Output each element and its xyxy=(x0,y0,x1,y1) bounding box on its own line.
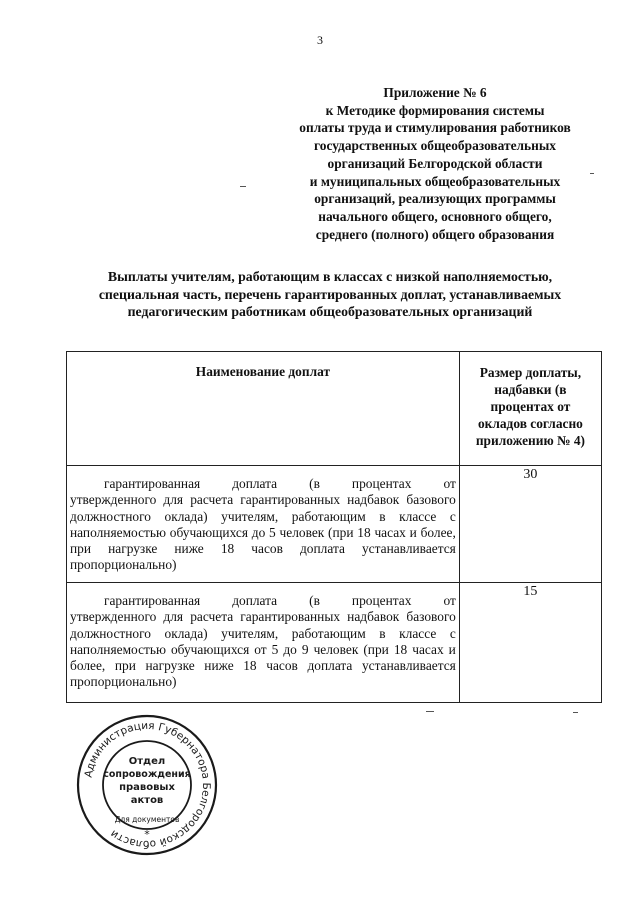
header-supplement-name: Наименование доплат xyxy=(67,352,460,466)
official-stamp xyxy=(76,714,218,856)
appendix-line: государственных общеобразовательных xyxy=(314,138,556,154)
appendix-line: и муниципальных общеобразовательных xyxy=(309,173,561,189)
stamp-inner-line: сопровождения xyxy=(103,769,191,780)
supplement-description xyxy=(67,583,460,703)
heading-line: Выплаты учителям, работающим в классах с низкой наполняемостью, xyxy=(107,269,553,284)
appendix-line: Приложение № 6 xyxy=(383,85,487,100)
header-size-line: процентах от xyxy=(490,399,571,414)
supplement-description xyxy=(67,466,460,583)
description-first-line: гарантированная доплата (в процентах от xyxy=(104,593,456,608)
appendix-line: к Методике формирования системы xyxy=(325,102,545,118)
header-size-line: Размер доплаты, xyxy=(479,365,582,380)
document-heading xyxy=(30,268,630,321)
supplement-value: 30 xyxy=(459,466,601,583)
description-text: утвержденного для расчета гарантированных надбавок базового должностного оклада) учителям, работающим в классе с наполняемостью обучающихся до 5 человек (при 18 часах и более, при нагрузке ниже 18 часов доплата устанавливается пропорционально) xyxy=(70,492,456,573)
appendix-line: организаций Белгородской области xyxy=(327,155,543,171)
appendix-line: оплаты труда и стимулирования работников xyxy=(299,120,571,136)
appendix-header xyxy=(265,84,605,243)
appendix-line: организаций, реализующих программы xyxy=(314,191,556,207)
table-row xyxy=(67,466,602,583)
scan-mark xyxy=(426,711,434,712)
heading-line: специальная часть, перечень гарантированных доплат, устанавливаемых xyxy=(98,286,562,302)
header-size-line: приложению № 4) xyxy=(475,433,586,448)
scan-mark xyxy=(590,173,594,174)
table-header-row xyxy=(67,352,602,466)
stamp-star: * xyxy=(144,828,150,841)
appendix-line: начального общего, основного общего, xyxy=(318,208,552,224)
supplements-table xyxy=(66,351,602,703)
appendix-line: среднего (полного) общего образования xyxy=(315,226,555,242)
description-first-line: гарантированная доплата (в процентах от xyxy=(104,476,456,491)
header-supplement-size xyxy=(459,352,601,466)
stamp-outer-text: Администрация Губернатора Белгородской области xyxy=(82,719,213,851)
description-text: утвержденного для расчета гарантированных надбавок базового должностного оклада) учителям, работающим в классе с наполняемостью обучающихся от 5 до 9 человек (при 18 часах и более, при нагрузке ниже 18 часов доплата устанавливается пропорционально) xyxy=(70,609,456,690)
stamp-inner-line: Отдел xyxy=(128,756,166,767)
scan-mark xyxy=(240,186,246,187)
stamp-inner-line: правовых xyxy=(119,782,175,793)
heading-line: педагогическим работникам общеобразовательных организаций xyxy=(127,304,533,319)
table-row xyxy=(67,583,602,703)
stamp-bottom-text: Для документов xyxy=(114,815,180,824)
header-size-line: окладов согласно xyxy=(477,416,583,431)
scan-mark xyxy=(573,712,578,713)
header-size-line: надбавки (в xyxy=(494,382,567,397)
stamp-inner-line: актов xyxy=(130,795,164,806)
page-number: 3 xyxy=(317,33,323,47)
supplement-value: 15 xyxy=(459,583,601,703)
